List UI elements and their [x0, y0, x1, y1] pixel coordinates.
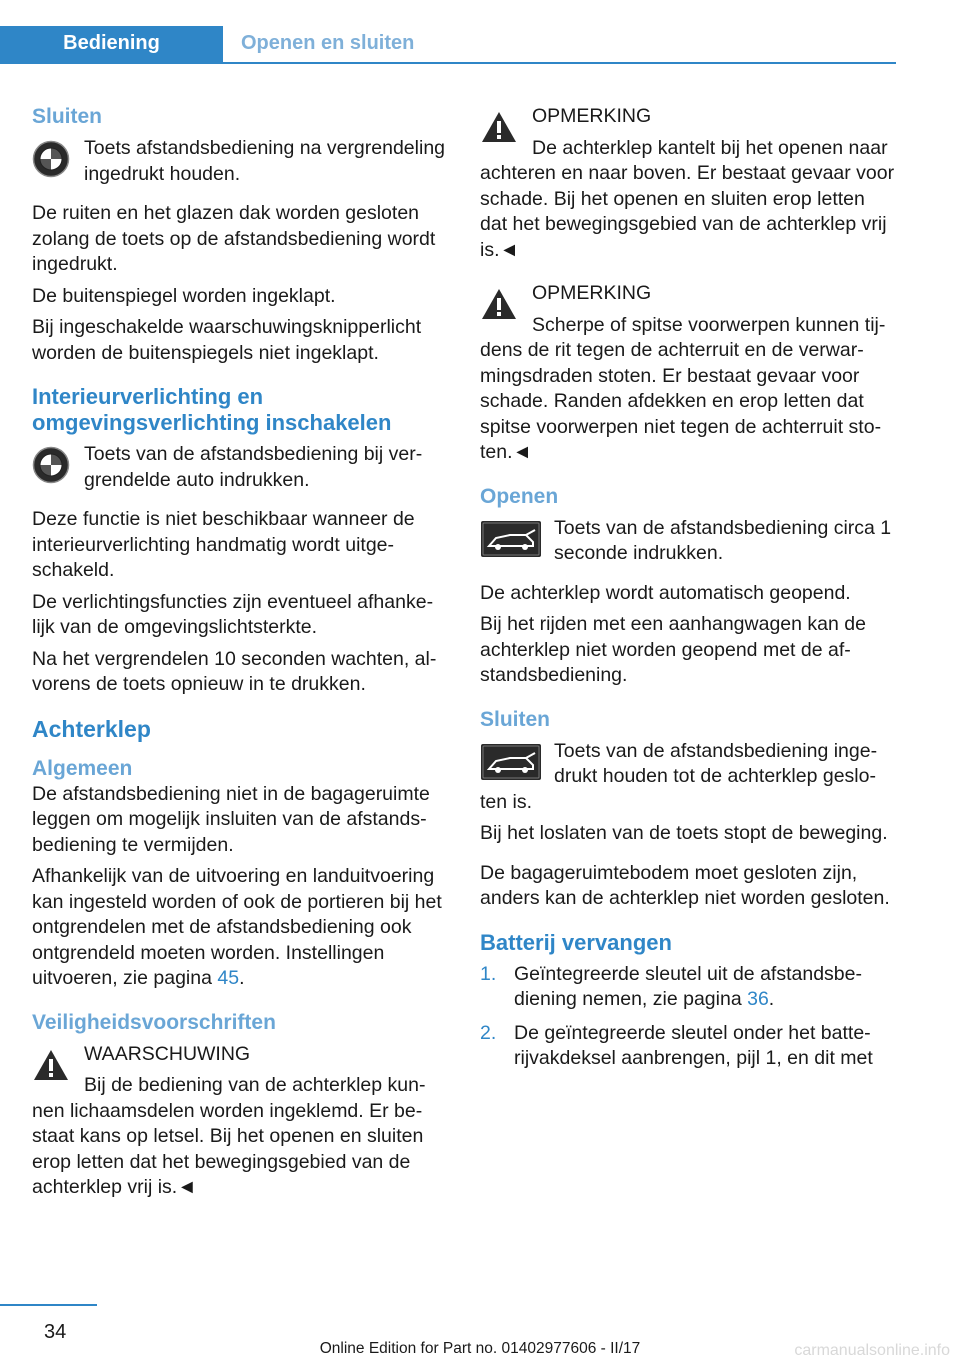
note-label: OPMERKING — [532, 282, 652, 304]
note-text: De achterklep kantelt bij het openen naar achteren en naar boven. Er bestaat gevaar voor schade. Bij het openen en sluiten erop letten dat het bewegingsgebied van de achterklep vrij is.◄ — [480, 136, 895, 261]
step-number: 1. — [480, 962, 497, 985]
sluiten-instruction-text: Toets afstandsbediening na vergrendeling ingedrukt houden. — [84, 137, 446, 185]
paragraph: De afstandsbediening niet in de bagageruimte leggen om mogelijk insluiten van de afstandsbediening te vermijden. — [32, 782, 430, 856]
heading-sluiten: Sluiten — [32, 105, 103, 128]
tab-openen-en-sluiten[interactable]: Openen en sluiten — [241, 32, 415, 55]
paragraph: Bij ingeschakelde waarschuwingsknipperlicht worden de buitenspiegels niet ingeklapt. — [32, 316, 422, 364]
trunk-button-icon — [480, 520, 542, 558]
sluiten-achterklep-instruction — [480, 739, 896, 816]
paragraph: De achterklep wordt automatisch geopend. — [480, 581, 851, 604]
heading-batterij-vervangen: Batterij vervangen — [480, 929, 672, 955]
step-text: Geïntegreerde sleutel uit de afstandsbediening nemen, zie pagina — [514, 962, 862, 1010]
paragraph: De verlichtingsfuncties zijn eventueel afhankelijk van de omgevingslichtsterkte. — [32, 590, 434, 638]
step-number: 2. — [480, 1021, 497, 1044]
interieur-instruction — [32, 442, 448, 493]
page-link-45[interactable]: 45 — [217, 967, 240, 989]
interieur-instruction-text: Toets van de afstandsbediening bij vergrendelde auto indrukken. — [84, 443, 423, 491]
heading-sluiten-achterklep: Sluiten — [480, 707, 551, 731]
warning-icon — [32, 1048, 70, 1082]
paragraph: Bij het rijden met een aanhangwagen kan de achterklep niet worden geopend met de afstandsbediening. — [480, 613, 866, 686]
warning-block — [32, 1042, 448, 1201]
paragraph: Deze functie is niet beschikbaar wanneer de interieurverlichting handmatig wordt uitgeschakeld. — [32, 508, 415, 581]
right-column — [480, 104, 896, 1080]
battery-steps-list — [480, 962, 896, 1072]
sluiten-instruction-text: Toets van de afstandsbediening ingedrukt houden tot de achterklep gesloten is. — [480, 739, 878, 813]
paragraph: De buitenspiegel worden ingeklapt. — [32, 284, 336, 307]
footer-rule — [0, 1304, 97, 1306]
step-text: De geïntegreerde sleutel onder het batterijvakdeksel aanbrengen, pijl 1, en dit met — [514, 1021, 873, 1069]
openen-instruction-text: Toets van de afstandsbediening circa 1 seconde indrukken. — [554, 516, 892, 564]
note-label: OPMERKING — [532, 105, 652, 127]
sluiten-instruction — [32, 136, 448, 187]
note-block-1 — [480, 104, 896, 263]
heading-achterklep: Achterklep — [32, 715, 151, 742]
tab-bediening[interactable]: Bediening — [0, 26, 223, 62]
paragraph: De ruiten en het glazen dak worden gesloten zolang de toets op de afstandsbediening wordt ingedrukt. — [32, 202, 436, 275]
warning-text: Bij de bediening van de achterklep kunnen lichaamsdelen worden ingeklemd. Er bestaat kans op letsel. Bij het openen en sluiten erop letten dat het bewegingsgebied van de achterklep vrij is.◄ — [32, 1074, 426, 1198]
heading-interieurverlichting: Interieurverlichting en omgevingsverlichting inschakelen — [32, 384, 392, 435]
header-bar — [0, 0, 896, 64]
list-item — [480, 1021, 896, 1072]
bmw-key-icon — [32, 446, 70, 484]
page-link-36[interactable]: 36 — [747, 988, 769, 1010]
page-number: 34 — [44, 1321, 67, 1343]
warning-icon — [480, 110, 518, 144]
paragraph: Bij het loslaten van de toets stopt de beweging. — [480, 822, 888, 844]
paragraph: De bagageruimtebodem moet gesloten zijn, anders kan de achterklep niet worden gesloten. — [480, 861, 890, 909]
bmw-key-icon — [32, 140, 70, 178]
warning-label: WAARSCHUWING — [84, 1042, 251, 1065]
edition-footer: Online Edition for Part no. 01402977606 - II/17 — [319, 1340, 641, 1357]
heading-algemeen: Algemeen — [32, 756, 133, 780]
heading-veiligheidsvoorschriften: Veiligheidsvoorschriften — [32, 1010, 276, 1034]
warning-icon — [480, 287, 518, 321]
paragraph-text: Afhankelijk van de uitvoering en landuitvoering kan ingesteld worden of ook de portieren bij het ontgrendelen met de afstandsbediening ook ontgrendeld moeten worden. Instellingen uitvoeren, zie pagina — [32, 865, 442, 989]
list-item — [480, 962, 896, 1013]
watermark: carmanualsonline.info — [794, 1342, 950, 1359]
paragraph: Afhankelijk van de uitvoering en landuitvoering kan ingesteld worden of ook de portieren bij het ontgrendelen met de afstandsbediening ook ontgrendeld moeten worden. Instellingen uitvoeren, zie pagina 45. — [32, 865, 442, 989]
note-block-2 — [480, 281, 896, 466]
trunk-button-icon — [480, 743, 542, 781]
heading-openen: Openen — [480, 484, 559, 508]
paragraph: Na het vergrendelen 10 seconden wachten, alvorens de toets opnieuw in te drukken. — [32, 647, 437, 695]
openen-instruction — [480, 516, 896, 567]
step-text-end: . — [768, 988, 775, 1010]
left-column — [32, 104, 448, 1201]
note-text: Scherpe of spitse voorwerpen kunnen tijdens de rit tegen de achterruit en de verwarmingsdraden stoten. Er bestaat gevaar voor schade. Randen afdekken en erop letten dat spitse voorwerpen niet tegen de achterruit stoten.◄ — [480, 313, 886, 463]
